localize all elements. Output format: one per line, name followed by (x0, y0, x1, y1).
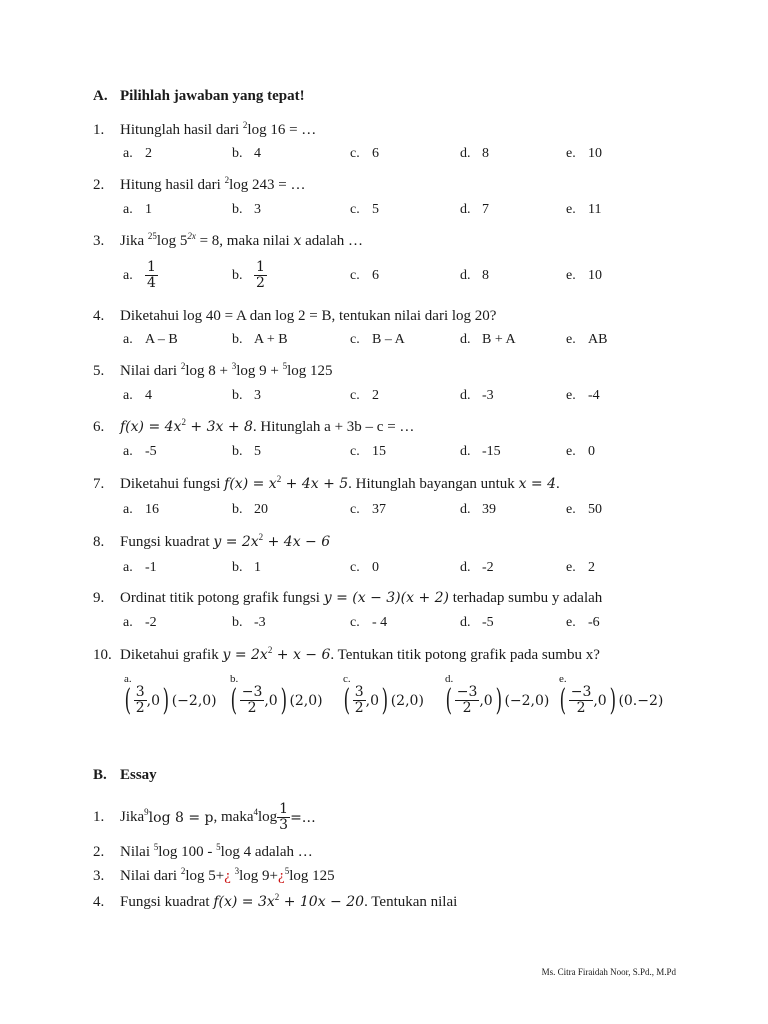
option-c[interactable]: c. - 4 (350, 615, 388, 630)
question-9: 9. Ordinat titik potong grafik fungsi y = (x − 3)(x + 2) terhadap sumbu y adalah (93, 590, 603, 606)
question-2-options (0, 202, 768, 222)
fraction: $\frac{1}{2}$ (256, 259, 265, 291)
option-d[interactable]: d. -15 (460, 444, 501, 459)
question-3: 3. Jika $^{25}$log $5^{2x} = 8$, maka nilai x adalah … (93, 231, 363, 249)
section-a-heading: A. Pilihlah jawaban yang tepat! (93, 88, 305, 104)
question-8: 8. Fungsi kuadrat $y = 2x^2 + 4x - 6$ (93, 532, 331, 550)
question-6: 6. $f(x) = 4x^2 + 3x + 8$. Hitunglah a + 3b – c = … (93, 417, 415, 435)
option-b[interactable]: b. 3 (232, 202, 261, 217)
option-c[interactable]: c. 6 (350, 268, 379, 283)
option-e[interactable]: e. ( $\frac{-3}{2}$ ,0 ) (0.−2) (559, 673, 664, 718)
option-a[interactable]: a. 1 (123, 202, 152, 217)
question-3-options (0, 258, 768, 292)
essay-1: 1. Jika 9 log 8 = p , maka 4 log $\frac{1}{3}$ =… (93, 801, 316, 833)
option-e[interactable]: e. 50 (566, 502, 602, 517)
option-e[interactable]: e. -4 (566, 388, 600, 403)
option-b[interactable]: b. 20 (232, 502, 268, 517)
essay-2: 2. Nilai $^5$log 100 - $^5$log 4 adalah … (93, 842, 313, 860)
option-c[interactable]: c. ( $\frac{3}{2}$ ,0 ) (2,0) (343, 673, 424, 718)
question-7: 7. Diketahui fungsi $f(x) = x^2 + 4x + 5$. Hitunglah bayangan untuk x = 4. (93, 474, 560, 492)
option-a[interactable]: a. -5 (123, 444, 157, 459)
option-a[interactable]: a. -2 (123, 615, 157, 630)
option-c[interactable]: c. 5 (350, 202, 379, 217)
option-a[interactable]: a. ( $\frac{3}{2}$ ,0 ) (−2,0) (124, 673, 217, 718)
option-d[interactable]: d. B + A (460, 332, 516, 347)
option-d[interactable]: d. -5 (460, 615, 494, 630)
option-b[interactable]: b. 4 (232, 146, 261, 161)
question-6-options (0, 444, 768, 464)
option-e[interactable]: e. -6 (566, 615, 600, 630)
essay-4: 4. Fungsi kuadrat $f(x) = 3x^2 + 10x - 20$. Tentukan nilai (93, 892, 458, 910)
option-e[interactable]: e. 11 (566, 202, 602, 217)
option-d[interactable]: d. -2 (460, 560, 494, 575)
question-4: 4. Diketahui log 40 = A dan log 2 = B, tentukan nilai dari log 20? (93, 308, 497, 324)
option-a[interactable]: a. 2 (123, 146, 152, 161)
section-a-title: Pilihlah jawaban yang tepat! (120, 88, 305, 104)
option-d[interactable]: d. ( $\frac{-3}{2}$ ,0 ) (−2,0) (445, 673, 550, 718)
question-1-options (0, 146, 768, 166)
fraction: $\frac{1}{3}$ (279, 801, 289, 833)
option-e[interactable]: e. 10 (566, 268, 602, 283)
option-e[interactable]: e. AB (566, 332, 608, 347)
question-9-options (0, 615, 768, 635)
option-c[interactable]: c. 37 (350, 502, 386, 517)
option-d[interactable]: d. 7 (460, 202, 489, 217)
option-c[interactable]: c. 2 (350, 388, 379, 403)
option-b[interactable]: b. 3 (232, 388, 261, 403)
option-b[interactable]: b. -3 (232, 615, 266, 630)
question-8-options (0, 560, 768, 580)
option-e[interactable]: e. 0 (566, 444, 595, 459)
option-e[interactable]: e. 10 (566, 146, 602, 161)
question-10: 10. Diketahui grafik $y = 2x^2 + x - 6$. Tentukan titik potong grafik pada sumbu x? (93, 645, 600, 663)
section-b-title: Essay (120, 767, 157, 783)
author-footer: Ms. Citra Firaidah Noor, S.Pd., M.Pd (541, 967, 676, 977)
option-b[interactable]: b. $\frac{1}{2}$ (232, 259, 265, 291)
option-a[interactable]: a. 16 (123, 502, 159, 517)
option-d[interactable]: d. 8 (460, 268, 489, 283)
option-d[interactable]: d. 39 (460, 502, 496, 517)
option-a[interactable]: a. $\frac{1}{4}$ (123, 259, 156, 291)
option-b[interactable]: b. ( $\frac{-3}{2}$ ,0 ) (2,0) (230, 673, 323, 718)
option-b[interactable]: b. 1 (232, 560, 261, 575)
option-a[interactable]: a. -1 (123, 560, 157, 575)
option-c[interactable]: c. 6 (350, 146, 379, 161)
option-a[interactable]: a. 4 (123, 388, 152, 403)
question-7-options (0, 502, 768, 522)
question-2: 2. Hitung hasil dari $^2$log 243 = … (93, 175, 306, 193)
question-10-options (0, 673, 768, 733)
section-b-heading: B. Essay (93, 767, 157, 783)
option-d[interactable]: d. 8 (460, 146, 489, 161)
fraction: $\frac{1}{4}$ (147, 259, 156, 291)
option-a[interactable]: a. A – B (123, 332, 178, 347)
option-d[interactable]: d. -3 (460, 388, 494, 403)
essay-3: 3. Nilai dari $^2$log 5+¿ $^3$log 9+¿$^5$log 125 (93, 866, 335, 884)
option-c[interactable]: c. B – A (350, 332, 405, 347)
question-5: 5. Nilai dari $^2$log 8 + $^3$log 9 + $^5$log 125 (93, 361, 333, 379)
option-c[interactable]: c. 15 (350, 444, 386, 459)
question-1: 1. Hitunglah hasil dari $^2$log 16 = … (93, 120, 317, 138)
question-5-options (0, 388, 768, 408)
option-b[interactable]: b. A + B (232, 332, 288, 347)
option-b[interactable]: b. 5 (232, 444, 261, 459)
option-c[interactable]: c. 0 (350, 560, 379, 575)
question-4-options (0, 332, 768, 352)
option-e[interactable]: e. 2 (566, 560, 595, 575)
